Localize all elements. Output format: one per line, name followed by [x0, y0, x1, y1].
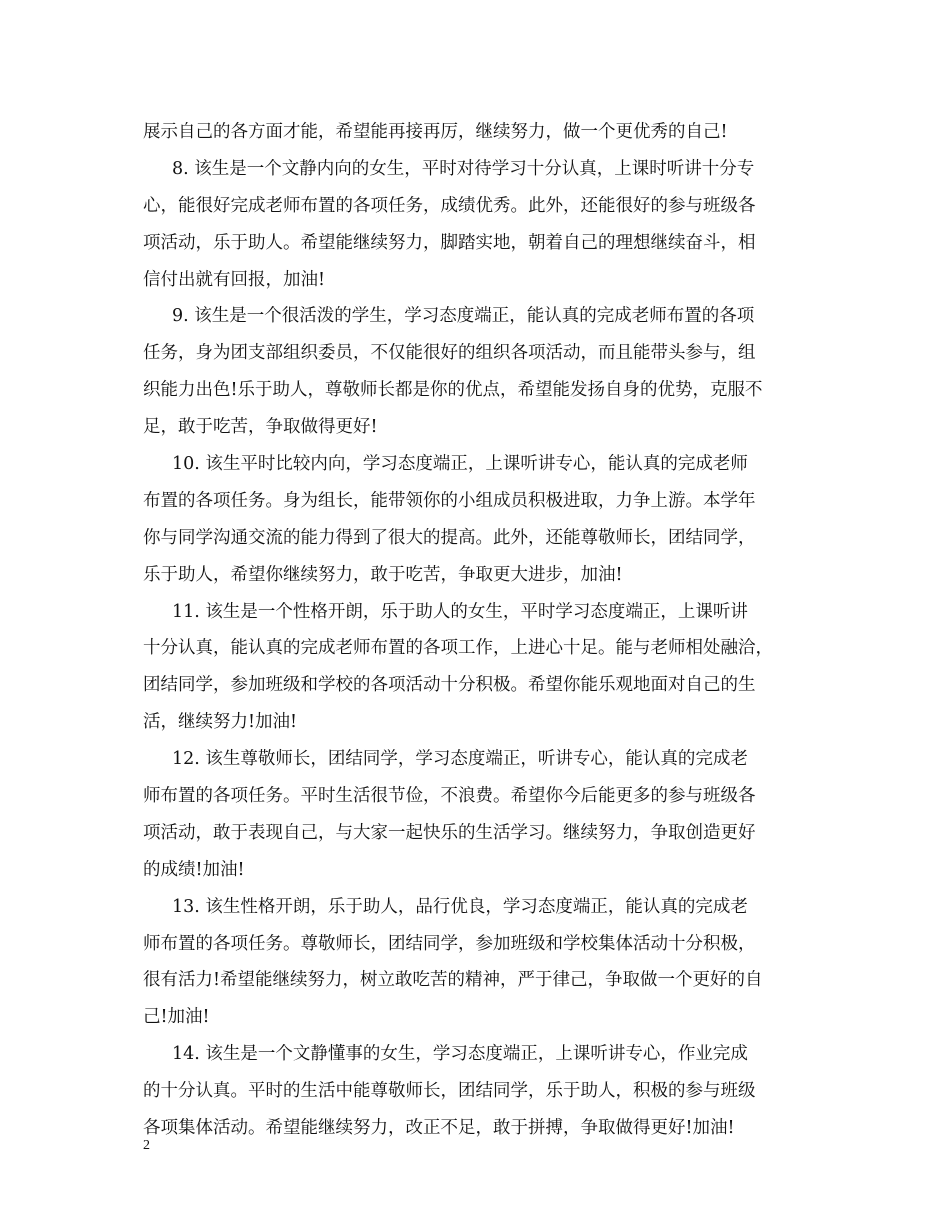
paragraph-line: 你与同学沟通交流的能力得到了很大的提高。此外，还能尊敬师长，团结同学，	[143, 527, 756, 548]
paragraph-line: 己!加油!	[143, 1007, 210, 1028]
paragraph-line: 十分认真，能认真的完成老师布置的各项工作，上进心十足。能与老师相处融洽，	[143, 638, 773, 659]
paragraph-first-line: 14. 该生是一个文静懂事的女生，学习态度端正，上课听讲专心，作业完成	[172, 1044, 748, 1065]
paragraph-line: 任务，身为团支部组织委员，不仅能很好的组织各项活动，而且能带头参与，组	[143, 343, 756, 364]
paragraph-line: 各项集体活动。希望能继续努力，改正不足，敢于拼搏，争取做得更好!加油!	[143, 1118, 735, 1139]
paragraph-first-line: 9. 该生是一个很活泼的学生，学习态度端正，能认真的完成老师布置的各项	[172, 306, 755, 327]
paragraph-line: 织能力出色!乐于助人，尊敬师长都是你的优点，希望能发扬自身的优势，克服不	[143, 380, 763, 401]
paragraph-line: 的成绩!加油!	[143, 859, 245, 880]
paragraph-first-line: 12. 该生尊敬师长，团结同学，学习态度端正，听讲专心，能认真的完成老	[172, 749, 748, 770]
paragraph-first-line: 10. 该生平时比较内向，学习态度端正，上课听讲专心，能认真的完成老师	[172, 454, 748, 475]
paragraph-first-line: 8. 该生是一个文静内向的女生，平时对待学习十分认真，上课时听讲十分专	[172, 158, 755, 179]
paragraph-line: 师布置的各项任务。尊敬师长，团结同学，参加班级和学校集体活动十分积极，	[143, 933, 756, 954]
paragraph-line: 信付出就有回报，加油!	[143, 269, 326, 290]
paragraph-line: 足，敢于吃苦，争取做得更好!	[143, 417, 378, 438]
paragraph-line: 展示自己的各方面才能，希望能再接再厉，继续努力，做一个更优秀的自己!	[143, 122, 728, 142]
paragraph-line: 的十分认真。平时的生活中能尊敬师长，团结同学，乐于助人，积极的参与班级	[143, 1081, 756, 1102]
paragraph-first-line: 13. 该生性格开朗，乐于助人，品行优良，学习态度端正，能认真的完成老	[172, 896, 748, 917]
paragraph-line: 项活动，乐于助人。希望能继续努力，脚踏实地，朝着自己的理想继续奋斗，相	[143, 232, 756, 253]
paragraph-line: 心，能很好完成老师布置的各项任务，成绩优秀。此外，还能很好的参与班级各	[143, 195, 756, 216]
page-number: 2	[143, 1138, 150, 1153]
document-body	[143, 114, 823, 1147]
paragraph-line: 师布置的各项任务。平时生活很节俭，不浪费。希望你今后能更多的参与班级各	[143, 786, 756, 807]
paragraph-line: 团结同学，参加班级和学校的各项活动十分积极。希望你能乐观地面对自己的生	[143, 675, 756, 696]
paragraph-line: 活，继续努力!加油!	[143, 712, 298, 733]
paragraph-line: 很有活力!希望能继续努力，树立敢吃苦的精神，严于律己，争取做一个更好的自	[143, 970, 763, 991]
paragraph-first-line: 11. 该生是一个性格开朗，乐于助人的女生，平时学习态度端正，上课听讲	[172, 601, 748, 622]
paragraph-line: 乐于助人，希望你继续努力，敢于吃苦，争取更大进步，加油!	[143, 564, 623, 585]
paragraph-line: 布置的各项任务。身为组长，能带领你的小组成员积极进取，力争上游。本学年	[143, 490, 756, 511]
paragraph-line: 项活动，敢于表现自己，与大家一起快乐的生活学习。继续努力，争取创造更好	[143, 822, 756, 843]
